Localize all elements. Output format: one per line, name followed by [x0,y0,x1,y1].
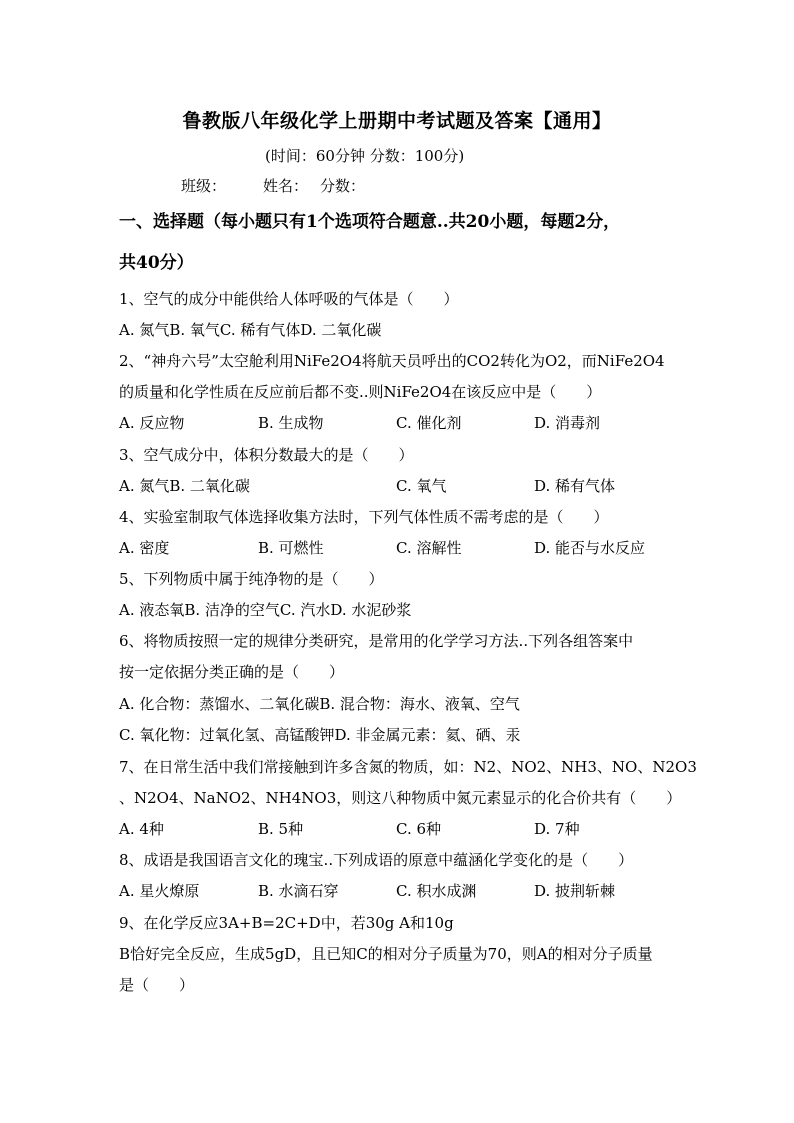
question-8-option-b: B. 水滴石穿 [258,882,339,900]
time-score-info: (时间：60分钟 分数：100分) [265,147,465,165]
question-4-option-c: C. 溶解性 [396,539,462,557]
question-3-option-c: C. 氧气 [396,477,447,495]
section-title: 一、选择题（每小题只有1个选项符合题意..共20小题，每题2分， [119,212,621,232]
question-7-option-d: D. 7种 [534,820,580,838]
question-4-option-b: B. 可燃性 [258,539,324,557]
question-8-stem: 8、成语是我国语言文化的瑰宝..下列成语的原意中蕴涵化学变化的是（ ） [119,851,634,869]
question-4-option-a: A. 密度 [119,539,170,557]
section-title-cont: 共40分） [119,253,194,273]
question-7-stem: 7、在日常生活中我们常接触到许多含氮的物质，如：N2、NO2、NH3、NO、N2O3 [119,758,697,776]
question-1-stem: 1、空气的成分中能供给人体呼吸的气体是（ ） [119,290,459,308]
question-1-options: A. 氮气B. 氧气C. 稀有气体D. 二氧化碳 [119,321,382,339]
question-8-option-d: D. 披荆斩棘 [534,882,616,900]
question-2-option-a: A. 反应物 [119,414,185,432]
question-6-options-cd: C. 氧化物：过氧化氢、高锰酸钾D. 非金属元素：氦、硒、汞 [119,726,521,744]
question-9-stem-cont2: 是（ ） [119,976,195,994]
question-6-options-ab: A. 化合物：蒸馏水、二氧化碳B. 混合物：海水、液氧、空气 [119,695,520,713]
score-label: 分数： [320,177,366,195]
question-2-stem-cont: 的质量和化学性质在反应前后都不变..则NiFe2O4在该反应中是（ ） [119,383,602,401]
question-5-options: A. 液态氧B. 洁净的空气C. 汽水D. 水泥砂浆 [119,601,412,619]
question-3-option-ab: A. 氮气B. 二氧化碳 [119,477,250,495]
question-9-stem: 9、在化学反应3A+B=2C+D中，若30g A和10g [119,914,454,932]
question-8-option-c: C. 积水成渊 [396,882,477,900]
name-label: 姓名： [263,177,309,195]
question-6-stem-cont: 按一定依据分类正确的是（ ） [119,663,345,681]
question-7-option-a: A. 4种 [119,820,164,838]
question-2-option-b: B. 生成物 [258,414,324,432]
question-2-option-c: C. 催化剂 [396,414,462,432]
question-3-option-d: D. 稀有气体 [534,477,616,495]
question-2-stem: 2、“神舟六号”太空舱利用NiFe2O4将航天员呼出的CO2转化为O2，而NiFe2O4 [119,352,665,370]
question-7-stem-cont: 、N2O4、NaNO2、NH4NO3，则这八种物质中氮元素显示的化合价共有（ ） [119,789,682,807]
question-6-stem: 6、将物质按照一定的规律分类研究，是常用的化学学习方法..下列各组答案中 [119,632,634,650]
question-5-stem: 5、下列物质中属于纯净物的是（ ） [119,570,384,588]
class-label: 班级： [181,177,227,195]
question-7-option-b: B. 5种 [258,820,304,838]
question-4-stem: 4、实验室制取气体选择收集方法时，下列气体性质不需考虑的是（ ） [119,508,609,526]
question-3-stem: 3、空气成分中，体积分数最大的是（ ） [119,446,414,464]
question-9-stem-cont: B恰好完全反应，生成5gD，且已知C的相对分子质量为70，则A的相对分子质量 [119,945,653,963]
question-8-option-a: A. 星火燎原 [119,882,200,900]
question-4-option-d: D. 能否与水反应 [534,539,646,557]
question-2-option-d: D. 消毒剂 [534,414,601,432]
question-7-option-c: C. 6种 [396,820,442,838]
page-title: 鲁教版八年级化学上册期中考试题及答案【通用】 [182,110,612,132]
